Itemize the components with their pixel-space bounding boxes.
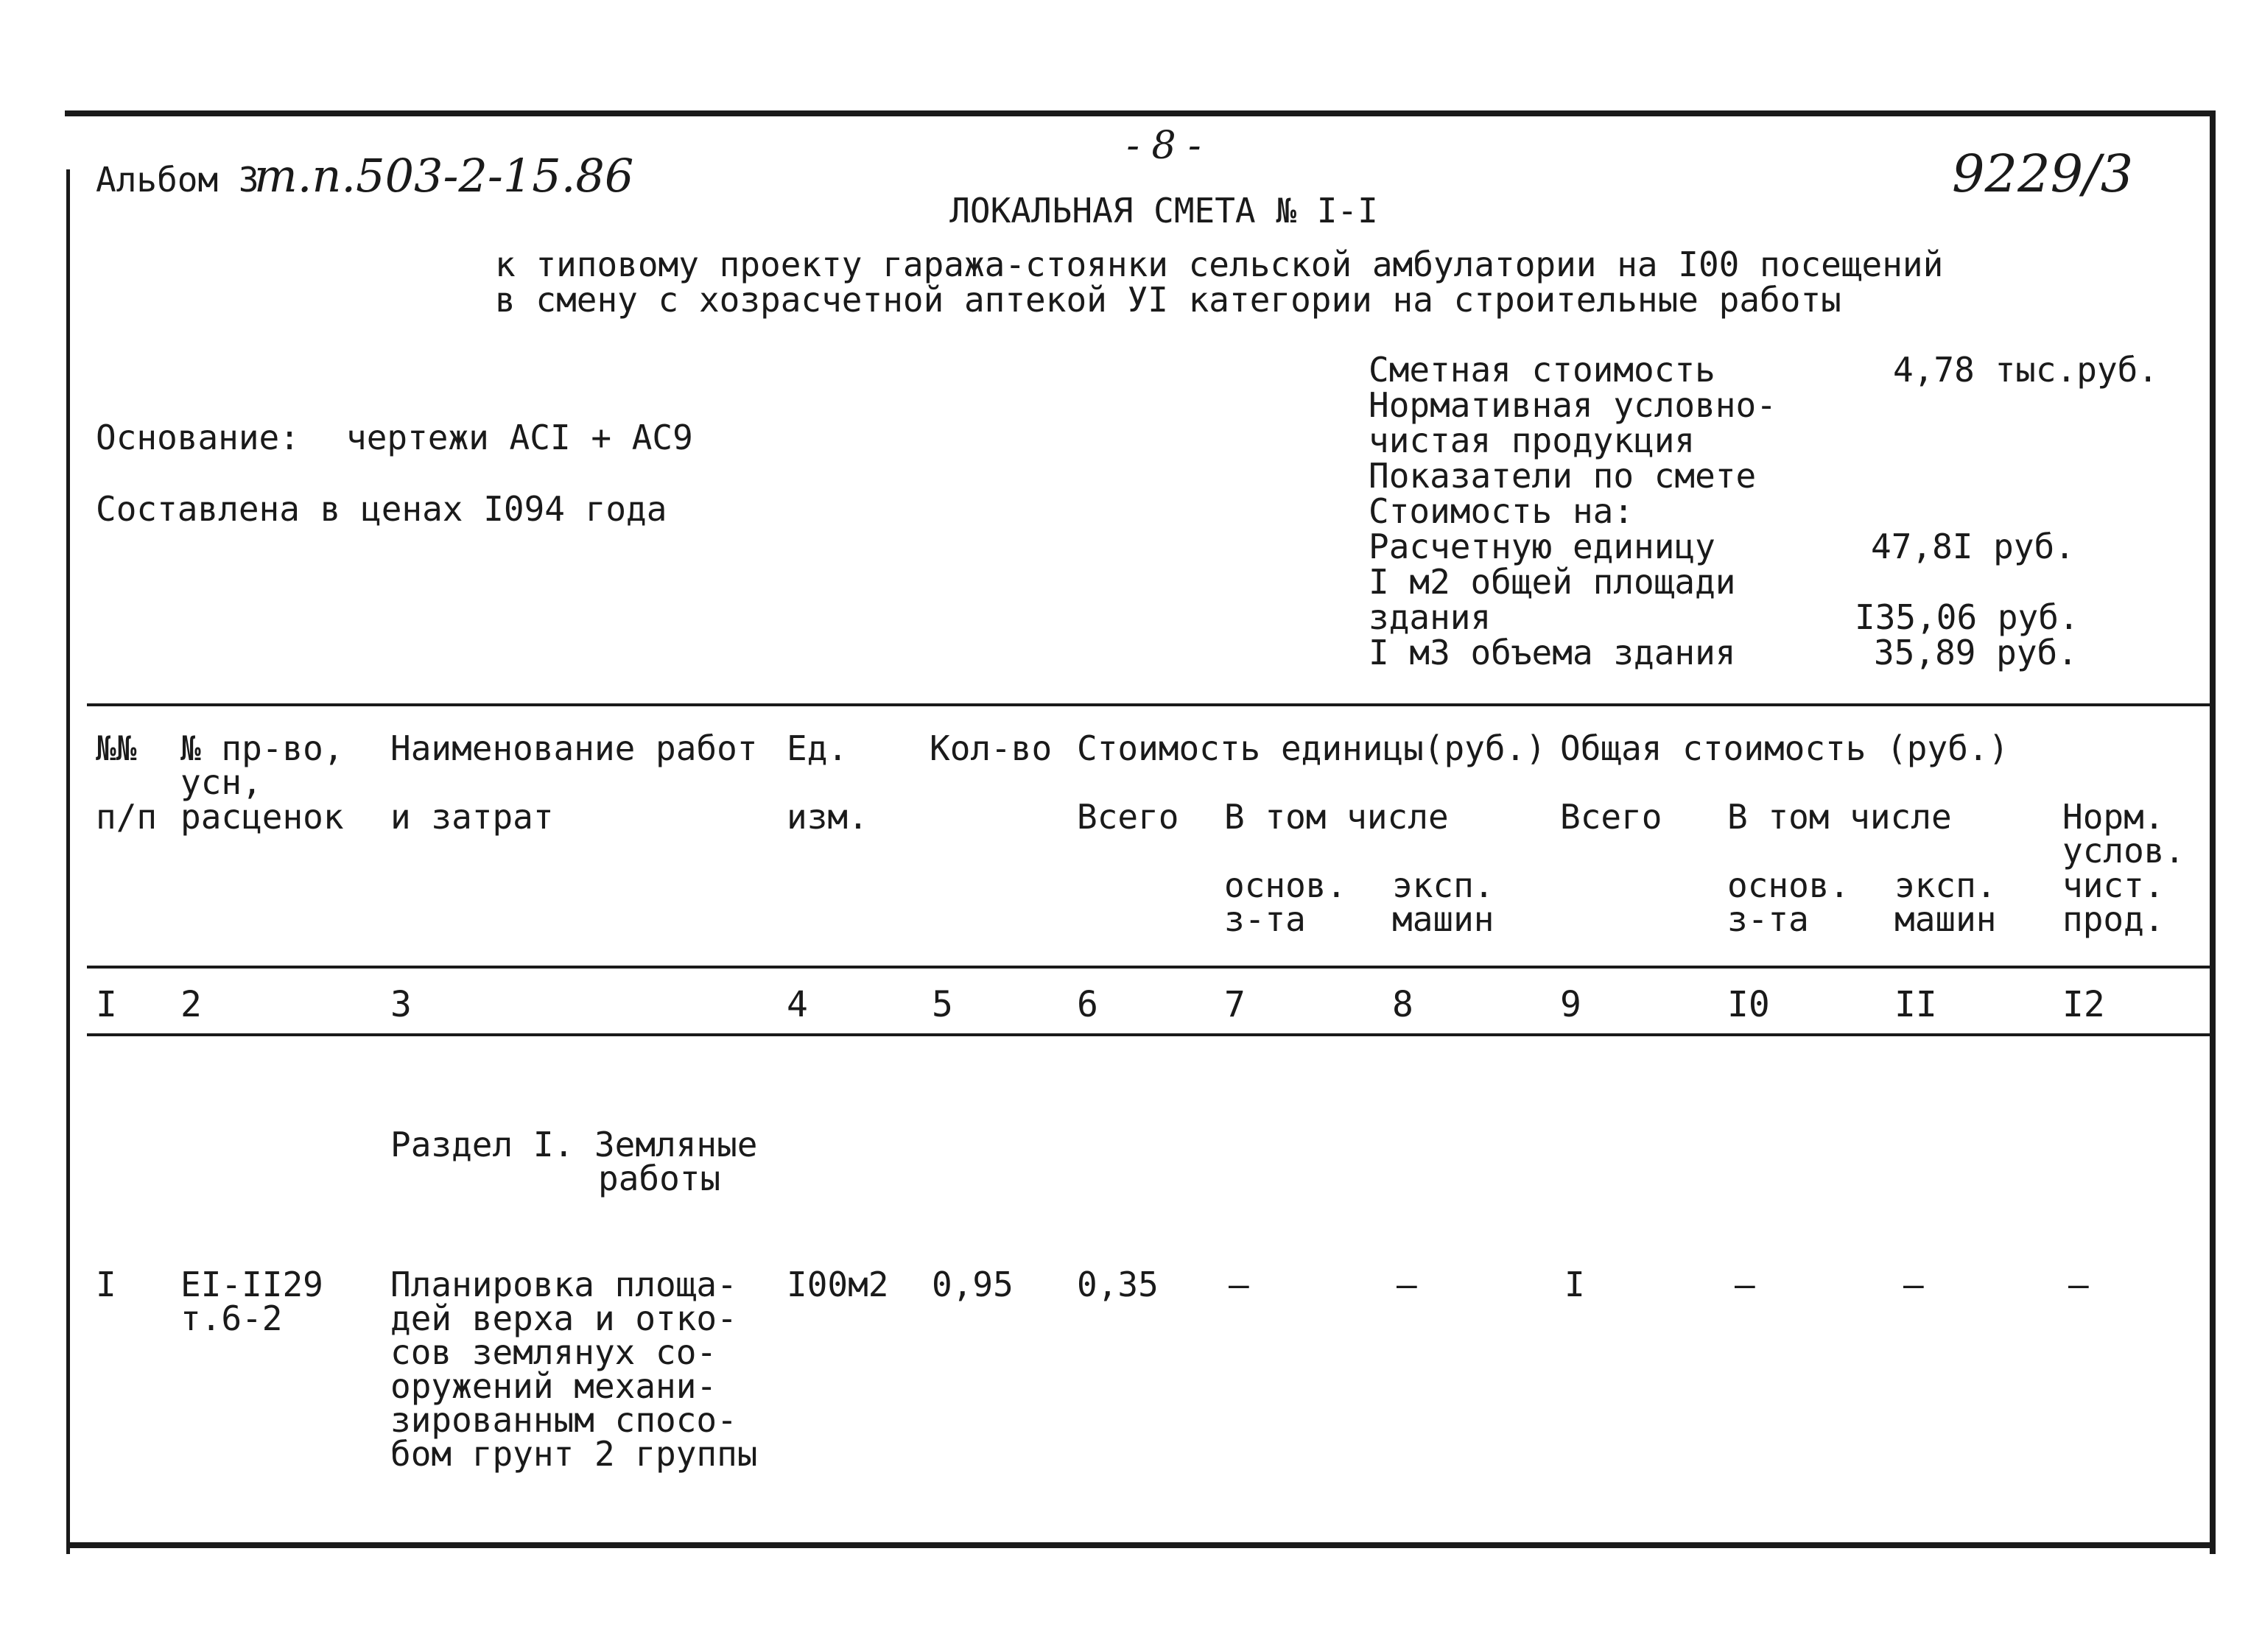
basis-value: чертежи АСI + АС9 [346,418,693,457]
column-number: 9 [1560,984,1581,1025]
col1-header-line-1: №№ [96,728,137,768]
sheet-number: 9229/3 [1952,144,2134,204]
section-title-line-2: работы [598,1159,721,1198]
column-number: 3 [390,984,412,1025]
m2-label-line-1: I м2 общей площади [1369,562,1736,602]
row-number: I [96,1265,116,1304]
unit-of-measure: I00м2 [787,1265,889,1304]
column-number: 2 [180,984,202,1025]
subtitle-line-2: в смену с хозрасчетной аптекой УI категории на строительные работы [495,280,1841,320]
document-title: ЛОКАЛЬНАЯ СМЕТА № I-I [949,191,1378,231]
column-number: 8 [1392,984,1413,1025]
m3-label: I м3 объема здания [1369,633,1736,672]
column-numbers-rule [87,1033,2212,1036]
total-all-header: Всего [1560,797,1662,837]
column-number: 6 [1077,984,1098,1025]
column-number: II [1894,984,1937,1025]
unit-total-header: Всего [1077,797,1179,837]
work-name-line: сов землянух со- [390,1332,717,1372]
unit-machines-line-2: машин [1392,899,1494,939]
section-title-line-1: Раздел I. Земляные [390,1125,758,1164]
frame-left-border [66,169,70,1554]
m2-label-line-2: здания [1369,597,1492,637]
header-bottom-rule [87,966,2212,969]
frame-right-border [2210,110,2216,1554]
quantity: 0,95 [932,1265,1014,1304]
unit-machines-line-1: эксп. [1392,865,1494,905]
m3-cost-value: 35,89 руб. [1874,633,2078,672]
col2-header-line-2: усн, [180,762,262,802]
unit-cost-group-header: Стоимость единицы(руб.) [1077,728,1546,768]
subtitle-line-1: к типовому проекту гаража-стоянки сельской амбулатории на I00 посещений [495,245,1944,284]
total-cost-group-header: Общая стоимость (руб.) [1560,728,2009,768]
column-number: I2 [2062,984,2105,1025]
work-name-line: дей верха и отко- [390,1298,737,1338]
prices-basis: Составлена в ценах I094 года [96,489,667,529]
unit-basic-wage: – [1229,1265,1249,1304]
rate-code-line-2: т.6-2 [180,1298,283,1338]
column-number: 4 [787,984,808,1025]
unit-basic-wage-line-2: з-та [1224,899,1306,939]
total-basic-wage-line-1: основ. [1727,865,1850,905]
norm-header-line-3: чист. [2062,865,2165,905]
total-machines-line-2: машин [1894,899,1997,939]
total-including-header: В том числе [1727,797,1952,837]
cost-on-label: Стоимость на: [1369,491,1634,531]
unit-total-cost: 0,35 [1077,1265,1159,1304]
work-name-line: бом грунт 2 группы [390,1434,758,1474]
indicators-label: Показатели по смете [1369,456,1757,496]
work-name-line: зированным спосо- [390,1400,737,1440]
total-machine-cost: – [1903,1265,1924,1304]
column-number: I0 [1727,984,1770,1025]
col5-header: Кол-во [930,728,1053,768]
col4-header-line-1: Ед. [787,728,849,768]
col3-header-line-2: и затрат [390,797,554,837]
col2-header-line-1: № пр-во, [180,728,344,768]
unit-cost-value: 47,8I руб. [1871,527,2075,566]
norm-header-line-2: услов. [2062,831,2185,871]
norm-header-line-1: Норм. [2062,797,2165,837]
column-number: 7 [1224,984,1246,1025]
unit-cost-label: Расчетную единицу [1369,527,1715,566]
norm-header-line-4: прод. [2062,899,2165,939]
frame-top-border [65,110,2210,116]
column-number: I [96,984,117,1025]
norm-clean-product: – [2068,1265,2089,1304]
estimated-cost-label: Сметная стоимость [1369,350,1715,390]
normative-line-1: Нормативная условно- [1369,385,1777,425]
basis-label: Основание: [96,418,300,457]
rate-code-line-1: EI-II29 [180,1265,323,1304]
total-cost: I [1564,1265,1585,1304]
total-machines-line-1: эксп. [1894,865,1997,905]
table-top-rule [87,703,2212,706]
work-name-line: оружений механи- [390,1366,717,1406]
column-number: 5 [932,984,953,1025]
unit-machine-cost: – [1397,1265,1417,1304]
col2-header-line-3: расценок [180,797,344,837]
album-label: Альбом 3 [96,160,259,200]
m2-cost-value: I35,06 руб. [1855,597,2079,637]
col1-header-line-2: п/п [96,797,158,837]
estimated-cost-value: 4,78 тыс.руб. [1893,350,2159,390]
col4-header-line-2: изм. [787,797,868,837]
unit-including-header: В том числе [1224,797,1449,837]
col3-header-line-1: Наименование работ [390,728,758,768]
normative-line-2: чистая продукция [1369,421,1696,460]
project-code: т.п.503-2-15.86 [254,149,634,203]
total-basic-wage-line-2: з-та [1727,899,1809,939]
work-name-line: Планировка площа- [390,1265,737,1304]
page-number: - 8 - [1126,124,1201,168]
frame-bottom-border [66,1542,2216,1548]
unit-basic-wage-line-1: основ. [1224,865,1347,905]
total-basic-wage: – [1735,1265,1755,1304]
